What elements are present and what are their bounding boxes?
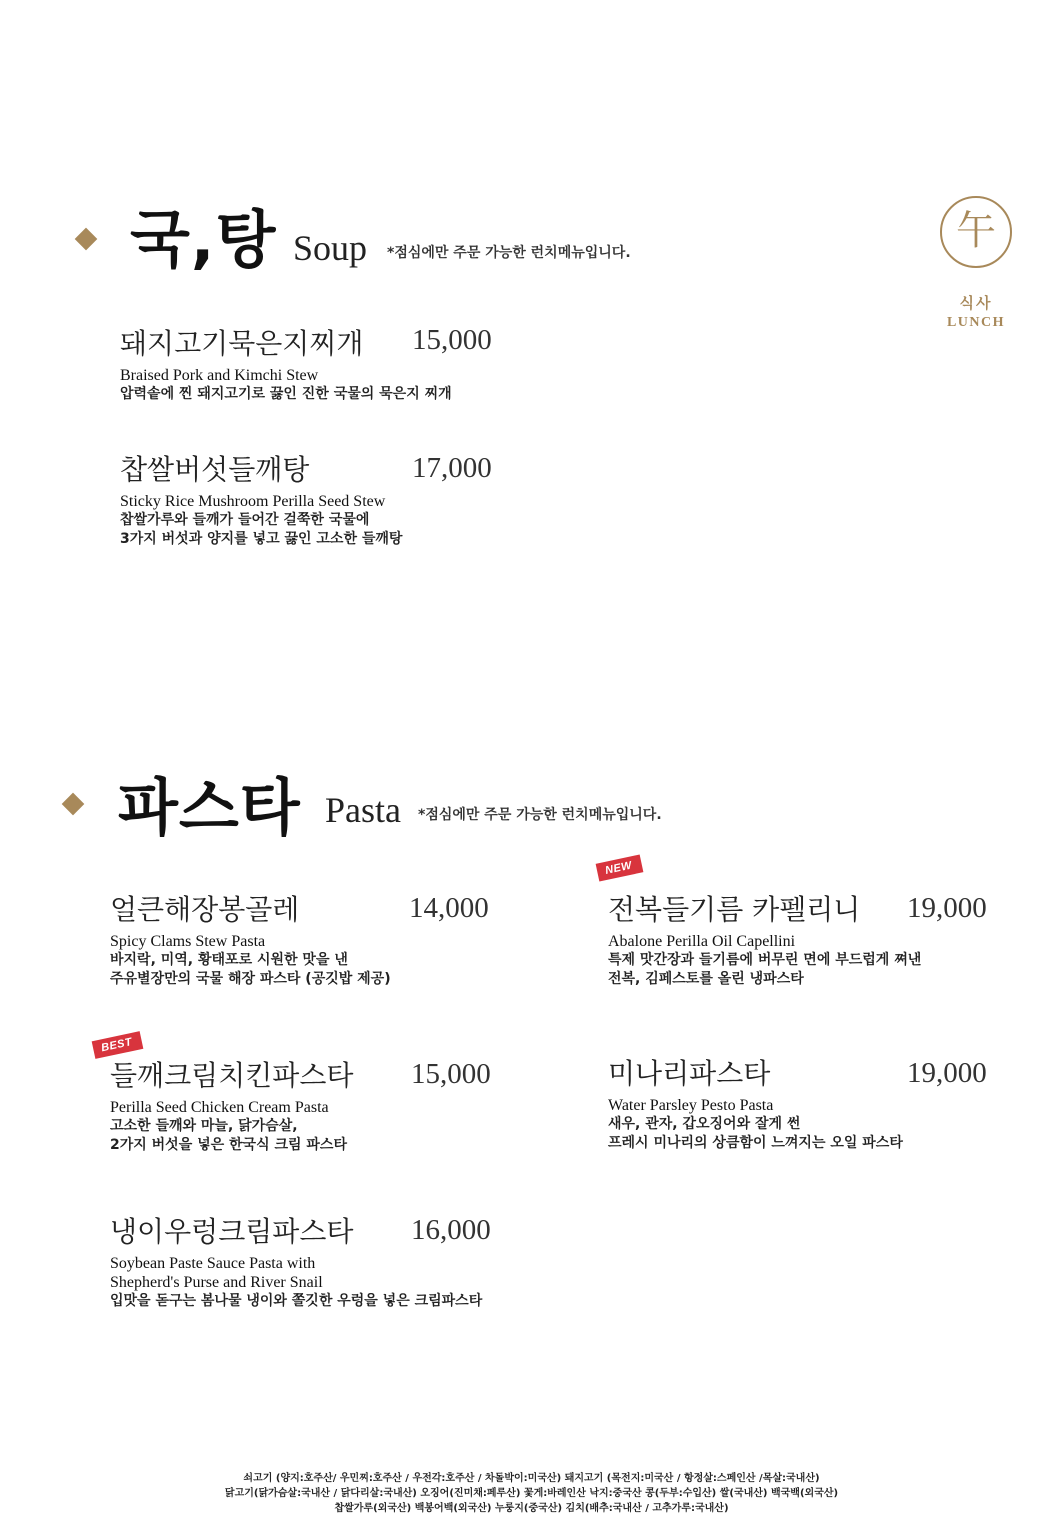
origin-line: 쇠고기 (양지:호주산/ 우민찌:호주산 / 우전각:호주산 / 차돌박이:미국산) 돼지고기 (목전지:미국산 / 항정살:스페인산 /목살:국내산) (243, 1473, 820, 1484)
lunch-emblem (936, 196, 1016, 346)
lunch-seal-character: 午 (956, 208, 996, 254)
item-price: 17,000 (412, 452, 492, 484)
soup-title-ko: 국,탕 (130, 203, 277, 276)
origin-info (0, 1471, 1063, 1516)
item-name-en: Perilla Seed Chicken Cream Pasta (110, 1099, 329, 1116)
new-badge: NEW (596, 855, 644, 882)
best-badge: BEST (92, 1031, 144, 1059)
pasta-note: *점심에만 주문 가능한 런치메뉴입니다. (418, 807, 662, 823)
item-description: 전복, 김페스토를 올린 냉파스타 (608, 971, 804, 987)
pasta-bullet-icon (62, 793, 85, 816)
lunch-label-en: LUNCH (946, 315, 1006, 330)
origin-line: 찹쌀가루(외국산) 백봉어백(외국산) 누룽지(중국산) 김치(배추:국내산 / 고추가루:국내산) (334, 1503, 729, 1514)
lunch-label-ko: 식사 (959, 294, 993, 312)
soup-title-en: Soup (293, 228, 368, 268)
item-description: 압력솥에 찐 돼지고기로 끓인 진한 국물의 묵은지 찌개 (120, 386, 452, 402)
item-name-en: Braised Pork and Kimchi Stew (120, 367, 319, 384)
menu-item[interactable] (608, 1052, 903, 1153)
item-price: 19,000 (907, 892, 987, 924)
item-description: 입맛을 돋구는 봄나물 냉이와 쫄깃한 우렁을 넣은 크림파스타 (110, 1293, 483, 1309)
pasta-title-en: Pasta (325, 790, 401, 830)
menu-item[interactable] (120, 448, 402, 549)
soup-note: *점심에만 주문 가능한 런치메뉴입니다. (387, 245, 631, 261)
item-name-en: Water Parsley Pesto Pasta (608, 1097, 774, 1114)
item-price: 16,000 (411, 1214, 491, 1246)
item-description: 주유별장만의 국물 해장 파스타 (공깃밥 제공) (110, 971, 391, 987)
item-name-en: Sticky Rice Mushroom Perilla Seed Stew (120, 493, 386, 510)
item-name-en: Abalone Perilla Oil Capellini (608, 933, 796, 950)
soup-bullet-icon (75, 228, 98, 251)
item-name: 전복들기름 카펠리니 (608, 893, 861, 926)
lunch-seal-icon (940, 196, 1012, 268)
item-price: 14,000 (409, 892, 489, 924)
item-description: 찹쌀가루와 들깨가 들어간 걸쭉한 국물에 (120, 512, 370, 528)
item-description: 프레시 미나리의 상큼함이 느껴지는 오일 파스타 (608, 1135, 903, 1151)
item-name-en: Shepherd's Purse and River Snail (110, 1274, 323, 1291)
menu-item[interactable] (110, 1054, 353, 1155)
pasta-title-ko: 파스타 (118, 771, 301, 844)
item-name: 돼지고기묵은지찌개 (120, 327, 364, 360)
item-name: 미나리파스타 (608, 1057, 771, 1090)
item-description: 고소한 들깨와 마늘, 닭가슴살, (110, 1118, 298, 1134)
item-description: 3가지 버섯과 양지를 넣고 끓인 고소한 들깨탕 (120, 531, 403, 547)
item-price: 15,000 (411, 1058, 491, 1090)
menu-item[interactable] (110, 888, 391, 989)
item-name-en: Soybean Paste Sauce Pasta with (110, 1255, 316, 1272)
menu-item[interactable] (120, 322, 452, 404)
item-description: 바지락, 미역, 황태포로 시원한 맛을 낸 (110, 952, 348, 968)
item-description: 특제 맛간장과 들기름에 버무린 면에 부드럽게 쪄낸 (608, 952, 922, 968)
item-description: 2가지 버섯을 넣은 한국식 크림 파스타 (110, 1137, 347, 1153)
item-name: 찹쌀버섯들깨탕 (120, 453, 310, 486)
menu-item[interactable] (608, 888, 921, 989)
item-name: 들깨크림치킨파스타 (110, 1059, 354, 1092)
item-name: 얼큰해장봉골레 (110, 893, 300, 926)
item-price: 15,000 (412, 324, 492, 356)
origin-line: 닭고기(닭가슴살:국내산 / 닭다리살:국내산) 오징어(진미채:페루산) 꽃게:바레인산 낙지:중국산 콩(두부:수입산) 쌀(국내산) 백국백(외국산) (224, 1488, 839, 1499)
item-name: 냉이우렁크림파스타 (110, 1215, 354, 1248)
item-price: 19,000 (907, 1057, 987, 1089)
item-name-en: Spicy Clams Stew Pasta (110, 933, 266, 950)
item-description: 새우, 관자, 갑오징어와 잘게 썬 (608, 1116, 801, 1132)
